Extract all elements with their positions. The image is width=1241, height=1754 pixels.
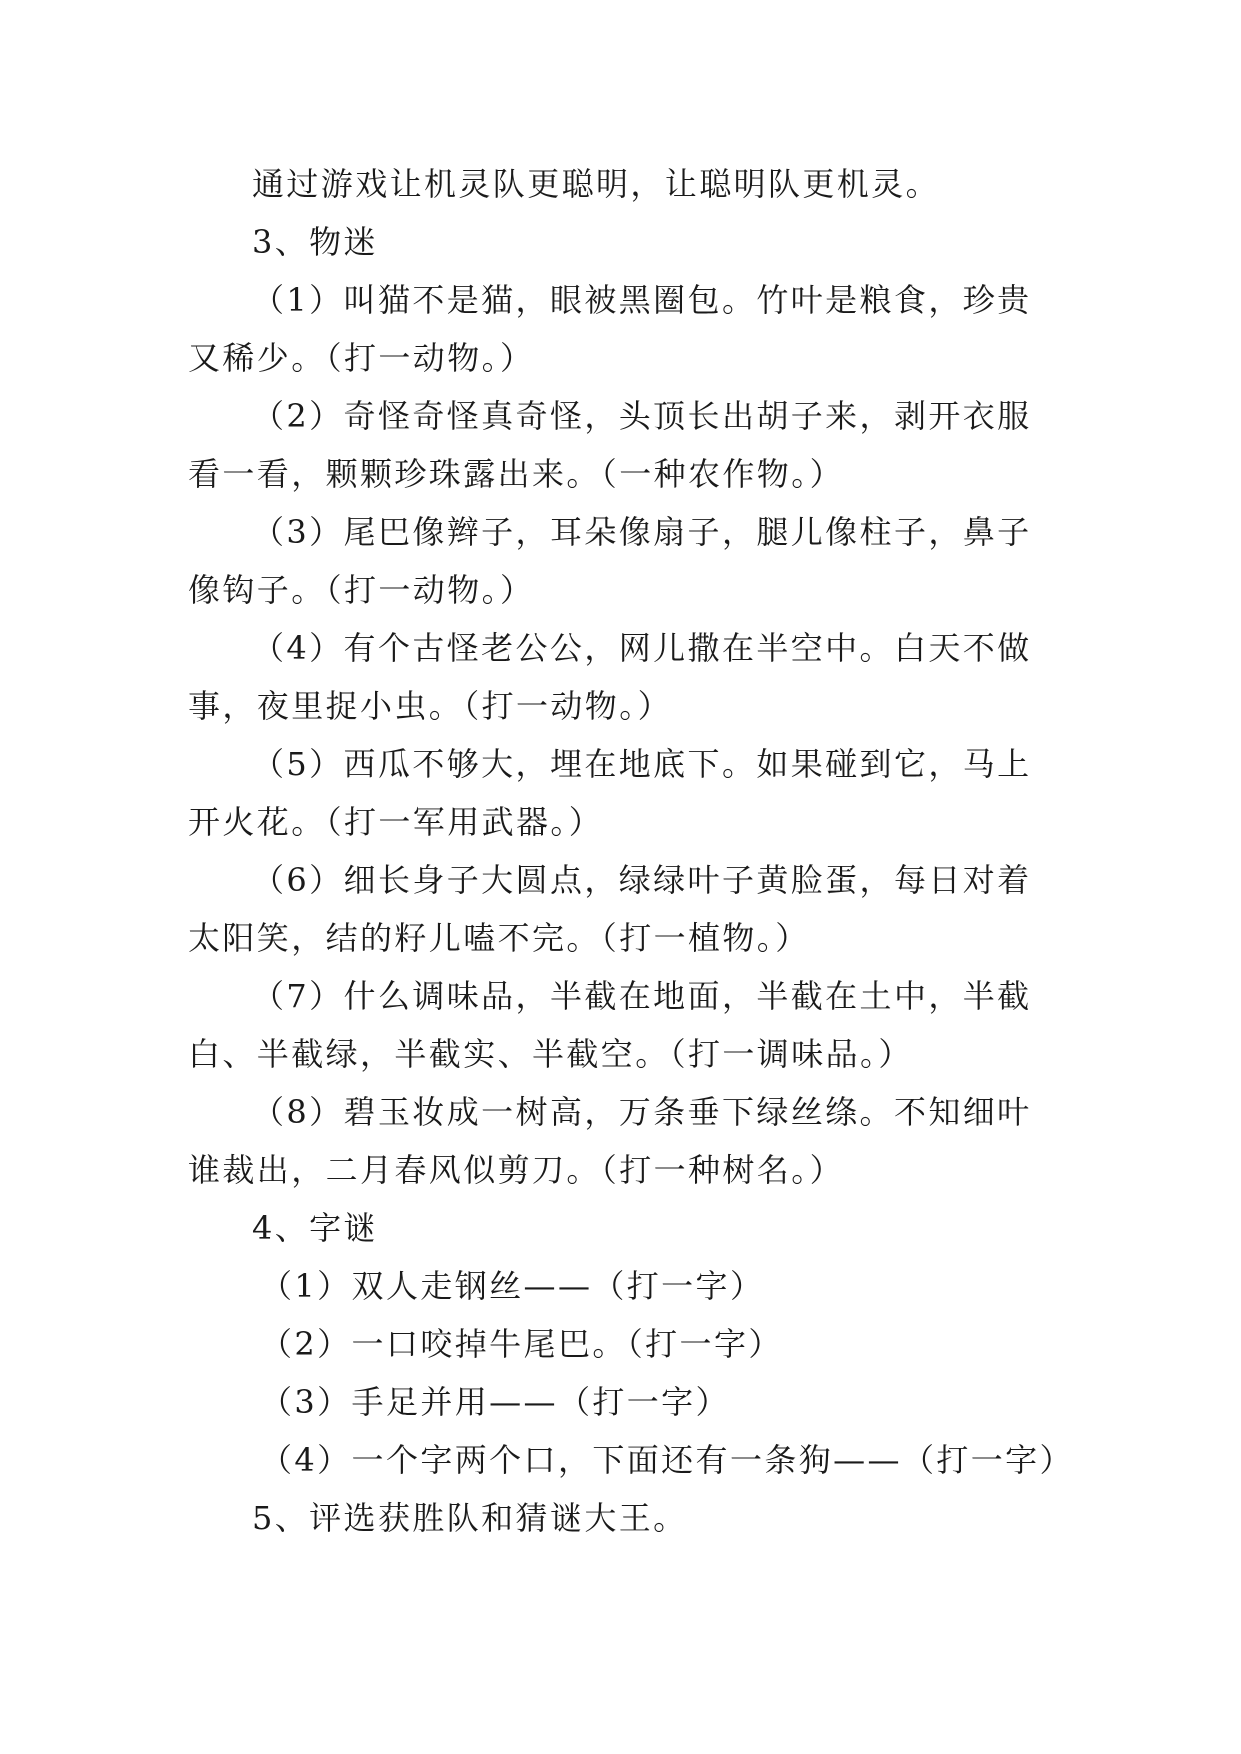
riddle-item: （8）碧玉妆成一树高，万条垂下绿丝绦。不知细叶谁裁出，二月春风似剪刀。（打一种树名。） [188, 1093, 1032, 1189]
character-riddle-item: （4）一个字两个口，下面还有一条狗——（打一字） [260, 1441, 1074, 1479]
riddle-item: （4）有个古怪老公公，网儿撒在半空中。白天不做事，夜里捉小虫。（打一动物。） [188, 629, 1032, 725]
character-riddle-item: （2）一口咬掉牛尾巴。（打一字） [260, 1325, 783, 1363]
document-body [188, 155, 1074, 1547]
section-5-heading: 5、评选获胜队和猜谜大王。 [252, 1499, 688, 1537]
riddle-item: （6）细长身子大圆点，绿绿叶子黄脸蛋，每日对着太阳笑，结的籽儿嗑不完。（打一植物。） [188, 861, 1032, 957]
riddle-item: （3）尾巴像辫子，耳朵像扇子，腿儿像柱子，鼻子像钩子。（打一动物。） [188, 513, 1032, 609]
character-riddle-item: （3）手足并用——（打一字） [260, 1383, 730, 1421]
character-riddle-item: （1）双人走钢丝——（打一字） [260, 1267, 765, 1305]
riddle-item: （7）什么调味品，半截在地面，半截在土中，半截白、半截绿，半截实、半截空。（打一调味品。） [188, 977, 1032, 1073]
intro-paragraph: 通过游戏让机灵队更聪明，让聪明队更机灵。 [252, 165, 941, 203]
riddle-item: （5）西瓜不够大，埋在地底下。如果碰到它，马上开火花。（打一军用武器。） [188, 745, 1032, 841]
riddle-item: （2）奇怪奇怪真奇怪，头顶长出胡子来，剥开衣服看一看，颗颗珍珠露出来。（一种农作物。） [188, 397, 1032, 493]
section-3-heading: 3、物迷 [252, 223, 378, 261]
riddle-item: （1）叫猫不是猫，眼被黑圈包。竹叶是粮食，珍贵又稀少。（打一动物。） [188, 281, 1032, 377]
section-4-heading: 4、字谜 [252, 1209, 378, 1247]
